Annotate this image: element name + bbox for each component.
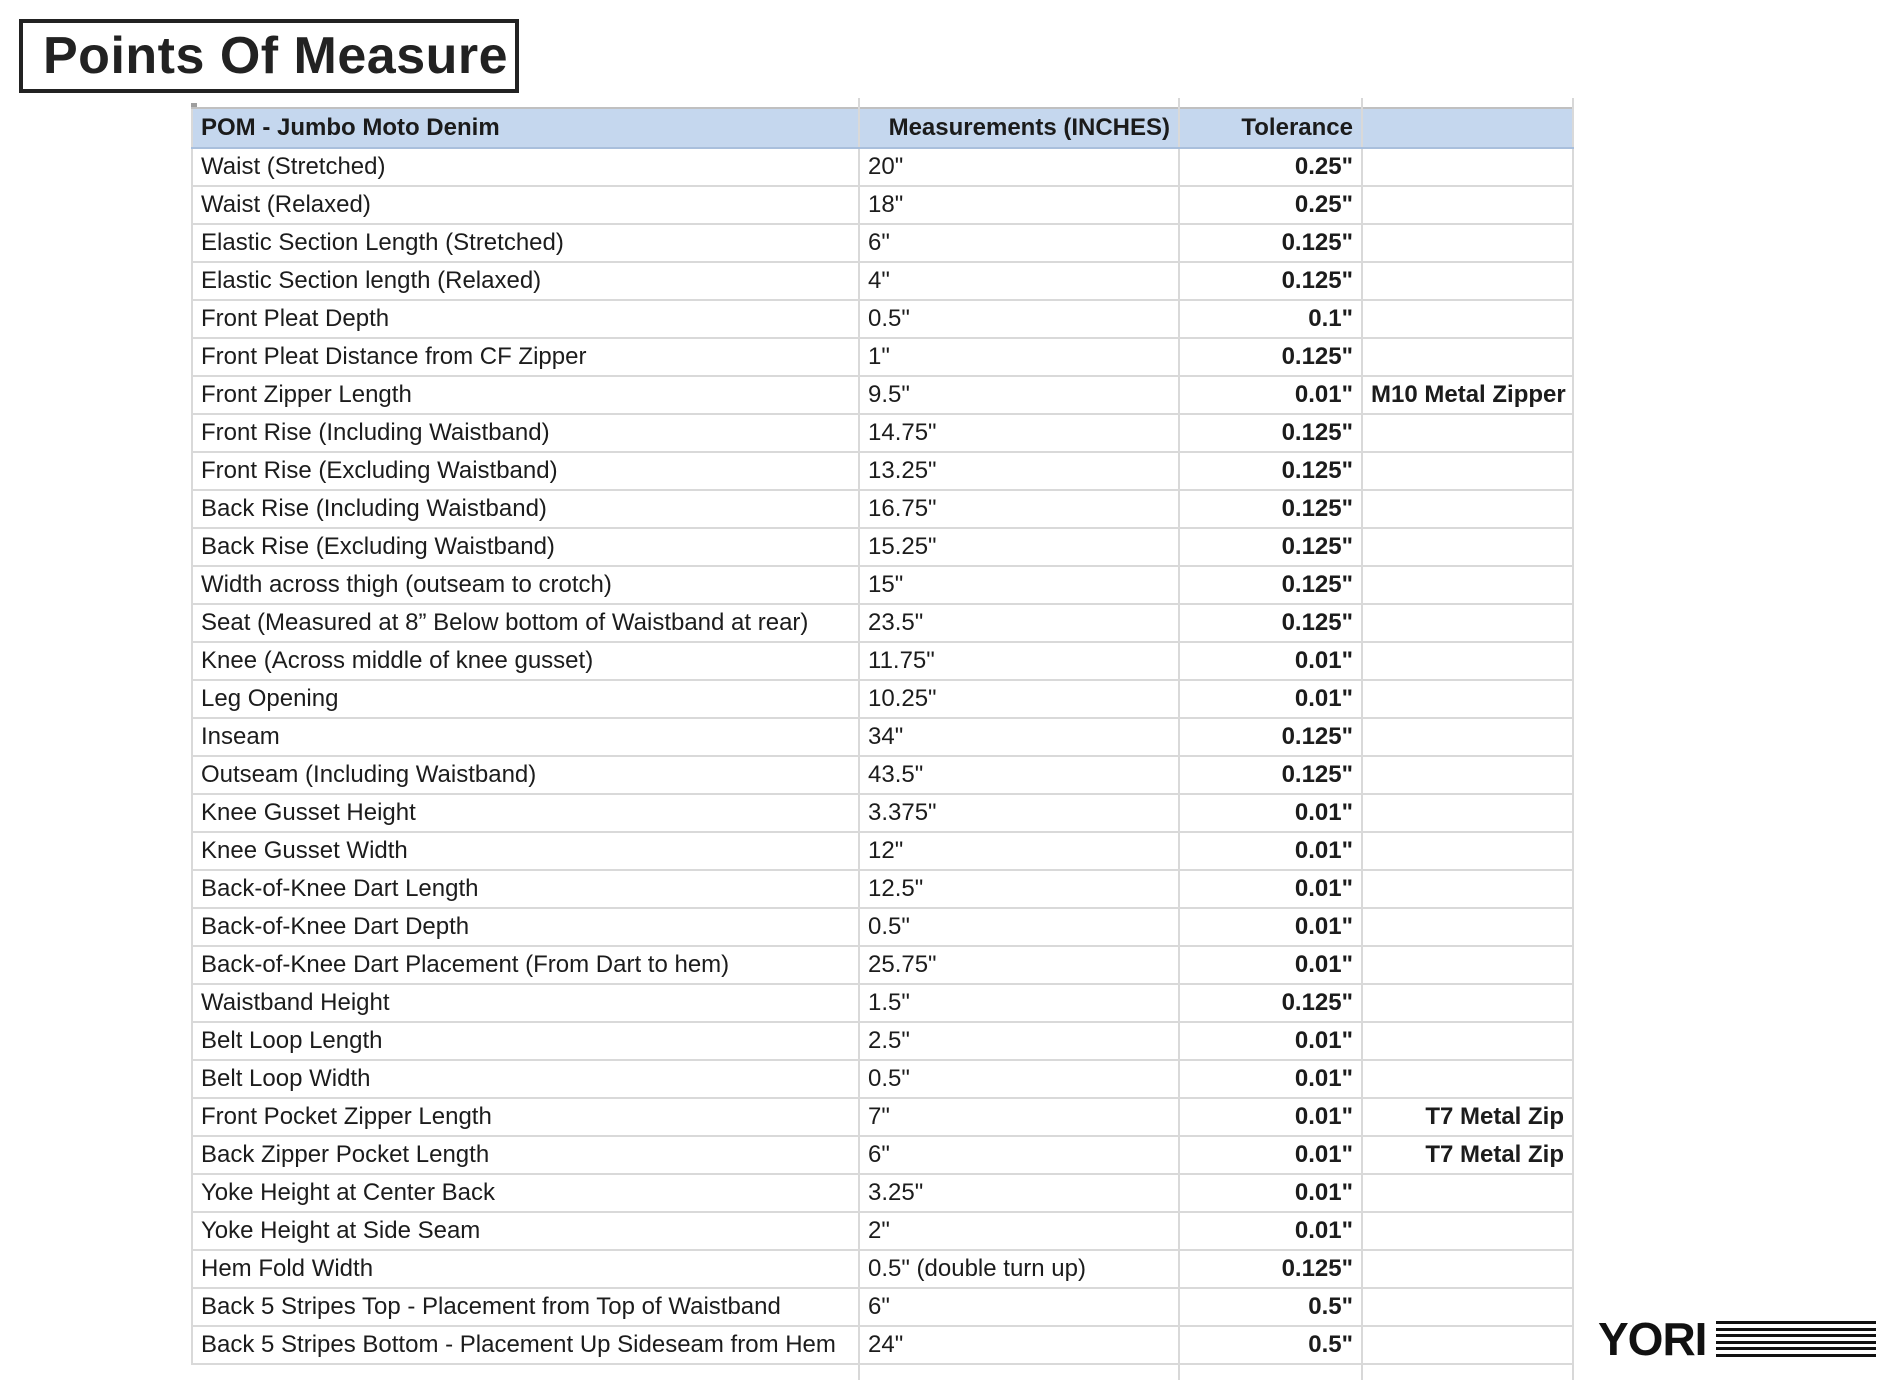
cell-tolerance[interactable]: 0.125" [1179, 984, 1362, 1022]
header-measurements[interactable]: Measurements (INCHES) [859, 108, 1179, 148]
cell-tolerance[interactable]: 0.125" [1179, 718, 1362, 756]
cell-tolerance[interactable]: 0.125" [1179, 756, 1362, 794]
cell-note[interactable] [1362, 566, 1573, 604]
cell-pom[interactable]: Elastic Section length (Relaxed) [192, 262, 859, 300]
cell-tolerance[interactable]: 0.1" [1179, 300, 1362, 338]
table-row [192, 338, 1573, 376]
cell-note[interactable] [1362, 642, 1573, 680]
cell-measurement[interactable]: 12" [859, 832, 1179, 870]
cell-note[interactable]: M10 Metal Zipper [1362, 376, 1573, 414]
cell-pom[interactable]: Back 5 Stripes Bottom - Placement Up Sideseam from Hem [192, 1326, 859, 1364]
cell-tolerance[interactable]: 0.125" [1179, 566, 1362, 604]
cell-note[interactable] [1362, 680, 1573, 718]
cell-tolerance[interactable]: 0.01" [1179, 832, 1362, 870]
cell-note[interactable]: T7 Metal Zip [1362, 1098, 1573, 1136]
cell-measurement[interactable]: 14.75" [859, 414, 1179, 452]
cell-tolerance[interactable]: 0.125" [1179, 604, 1362, 642]
cell-note[interactable] [1362, 338, 1573, 376]
cell-note[interactable] [1362, 300, 1573, 338]
cell-note[interactable] [1362, 528, 1573, 566]
cell-measurement[interactable]: 34" [859, 718, 1179, 756]
cell-tolerance[interactable]: 0.01" [1179, 1098, 1362, 1136]
cell-measurement[interactable]: 25.75" [859, 946, 1179, 984]
table-row [192, 604, 1573, 642]
table-row [192, 148, 1573, 186]
cell-note[interactable] [1362, 984, 1573, 1022]
cell-note[interactable] [1362, 870, 1573, 908]
cell-measurement[interactable]: 13.25" [859, 452, 1179, 490]
cell-tolerance[interactable]: 0.01" [1179, 794, 1362, 832]
cell-tolerance[interactable]: 0.01" [1179, 1174, 1362, 1212]
cell-measurement[interactable]: 1" [859, 338, 1179, 376]
table-row [192, 984, 1573, 1022]
cell-pom[interactable]: Back-of-Knee Dart Depth [192, 908, 859, 946]
cell-note[interactable] [1362, 1250, 1573, 1288]
cell-measurement[interactable]: 24" [859, 1326, 1179, 1364]
cell-note[interactable] [1362, 1326, 1573, 1364]
cell-measurement[interactable]: 3.375" [859, 794, 1179, 832]
table-row [192, 756, 1573, 794]
cell-pom[interactable]: Front Pocket Zipper Length [192, 1098, 859, 1136]
table-row [192, 376, 1573, 414]
cell-pom[interactable]: Width across thigh (outseam to crotch) [192, 566, 859, 604]
cell-note[interactable] [1362, 604, 1573, 642]
cell-tolerance[interactable]: 0.5" [1179, 1326, 1362, 1364]
cell-note[interactable] [1362, 1212, 1573, 1250]
spreadsheet [191, 98, 1575, 1380]
cell-measurement[interactable]: 43.5" [859, 756, 1179, 794]
cell-note[interactable] [1362, 414, 1573, 452]
cell-measurement[interactable]: 2" [859, 1212, 1179, 1250]
cell-tolerance[interactable]: 0.01" [1179, 1022, 1362, 1060]
table-row [192, 490, 1573, 528]
table-row [192, 1022, 1573, 1060]
cell-tolerance[interactable]: 0.01" [1179, 1136, 1362, 1174]
cell-tolerance[interactable]: 0.5" [1179, 1288, 1362, 1326]
cell-tolerance[interactable]: 0.25" [1179, 148, 1362, 186]
table-row [192, 794, 1573, 832]
cell-note[interactable] [1362, 186, 1573, 224]
cell-measurement[interactable]: 11.75" [859, 642, 1179, 680]
cell-measurement[interactable]: 16.75" [859, 490, 1179, 528]
cell-pom[interactable]: Waistband Height [192, 984, 859, 1022]
table-row [192, 1174, 1573, 1212]
table-row [192, 300, 1573, 338]
cell-note[interactable] [1362, 262, 1573, 300]
cell-tolerance[interactable]: 0.01" [1179, 1060, 1362, 1098]
cell-note[interactable] [1362, 1060, 1573, 1098]
cell-measurement[interactable]: 0.5" [859, 908, 1179, 946]
table-row [192, 832, 1573, 870]
cell-pom[interactable]: Leg Opening [192, 680, 859, 718]
table-row [192, 1098, 1573, 1136]
cell-measurement[interactable]: 18" [859, 186, 1179, 224]
cell-note[interactable] [1362, 946, 1573, 984]
cell-pom[interactable]: Front Rise (Excluding Waistband) [192, 452, 859, 490]
cell-measurement[interactable]: 7" [859, 1098, 1179, 1136]
table-row [192, 224, 1573, 262]
cell-tolerance[interactable]: 0.125" [1179, 224, 1362, 262]
cell-note[interactable] [1362, 1174, 1573, 1212]
cell-measurement[interactable]: 1.5" [859, 984, 1179, 1022]
cell-note[interactable] [1362, 490, 1573, 528]
table-row [192, 1250, 1573, 1288]
cell-tolerance[interactable]: 0.125" [1179, 338, 1362, 376]
cell-measurement[interactable]: 4" [859, 262, 1179, 300]
table-row [192, 1326, 1573, 1364]
cell-tolerance[interactable]: 0.01" [1179, 680, 1362, 718]
cell-tolerance[interactable]: 0.01" [1179, 908, 1362, 946]
cell-note[interactable] [1362, 148, 1573, 186]
table-row [192, 528, 1573, 566]
table-row [192, 1060, 1573, 1098]
cell-pom[interactable]: Knee Gusset Height [192, 794, 859, 832]
cell-note[interactable] [1362, 1288, 1573, 1326]
table-row [192, 566, 1573, 604]
cell-pom[interactable]: Knee (Across middle of knee gusset) [192, 642, 859, 680]
brand-logo [1598, 1312, 1876, 1366]
cell-pom[interactable]: Waist (Stretched) [192, 148, 859, 186]
table-row [192, 642, 1573, 680]
cell-pom[interactable]: Front Zipper Length [192, 376, 859, 414]
cell-pom[interactable]: Back-of-Knee Dart Length [192, 870, 859, 908]
cell-pom[interactable]: Waist (Relaxed) [192, 186, 859, 224]
cell-note[interactable] [1362, 718, 1573, 756]
cell-measurement[interactable]: 6" [859, 224, 1179, 262]
table-row [192, 1288, 1573, 1326]
cell-tolerance[interactable]: 0.125" [1179, 1250, 1362, 1288]
pom-table [191, 107, 1574, 1365]
cell-tolerance[interactable]: 0.01" [1179, 946, 1362, 984]
cell-tolerance[interactable]: 0.125" [1179, 490, 1362, 528]
table-row [192, 452, 1573, 490]
table-row [192, 186, 1573, 224]
header-pom[interactable]: POM - Jumbo Moto Denim [192, 108, 859, 148]
cell-note[interactable] [1362, 756, 1573, 794]
cell-measurement[interactable]: 10.25" [859, 680, 1179, 718]
cell-measurement[interactable]: 15" [859, 566, 1179, 604]
cell-pom[interactable]: Hem Fold Width [192, 1250, 859, 1288]
cell-tolerance[interactable]: 0.25" [1179, 186, 1362, 224]
cell-note[interactable] [1362, 832, 1573, 870]
cell-tolerance[interactable]: 0.01" [1179, 870, 1362, 908]
cell-tolerance[interactable]: 0.125" [1179, 414, 1362, 452]
cell-note[interactable] [1362, 224, 1573, 262]
logo-text: YORI [1598, 1313, 1707, 1365]
cell-measurement[interactable]: 15.25" [859, 528, 1179, 566]
cell-note[interactable] [1362, 794, 1573, 832]
cell-pom[interactable]: Front Rise (Including Waistband) [192, 414, 859, 452]
cell-measurement[interactable]: 0.5" [859, 300, 1179, 338]
cell-measurement[interactable]: 0.5" [859, 1060, 1179, 1098]
header-notes[interactable] [1362, 108, 1573, 148]
cell-measurement[interactable]: 9.5" [859, 376, 1179, 414]
cell-tolerance[interactable]: 0.125" [1179, 452, 1362, 490]
cell-pom[interactable]: Yoke Height at Side Seam [192, 1212, 859, 1250]
cell-pom[interactable]: Inseam [192, 718, 859, 756]
cell-tolerance[interactable]: 0.01" [1179, 376, 1362, 414]
table-row [192, 718, 1573, 756]
cell-tolerance[interactable]: 0.01" [1179, 642, 1362, 680]
cell-tolerance[interactable]: 0.01" [1179, 1212, 1362, 1250]
cell-pom[interactable]: Back Zipper Pocket Length [192, 1136, 859, 1174]
stripes-icon [1716, 1321, 1876, 1357]
cell-pom[interactable]: Belt Loop Length [192, 1022, 859, 1060]
table-row [192, 908, 1573, 946]
cell-pom[interactable]: Outseam (Including Waistband) [192, 756, 859, 794]
cell-pom[interactable]: Back 5 Stripes Top - Placement from Top of Waistband [192, 1288, 859, 1326]
cell-measurement[interactable]: 12.5" [859, 870, 1179, 908]
table-row [192, 414, 1573, 452]
cell-pom[interactable]: Elastic Section Length (Stretched) [192, 224, 859, 262]
cell-pom[interactable]: Back Rise (Excluding Waistband) [192, 528, 859, 566]
cell-tolerance[interactable]: 0.125" [1179, 528, 1362, 566]
cell-pom[interactable]: Back Rise (Including Waistband) [192, 490, 859, 528]
cell-note[interactable] [1362, 1022, 1573, 1060]
cell-note[interactable] [1362, 908, 1573, 946]
cell-note[interactable]: T7 Metal Zip [1362, 1136, 1573, 1174]
table-row [192, 262, 1573, 300]
cell-measurement[interactable]: 20" [859, 148, 1179, 186]
cell-pom[interactable]: Front Pleat Depth [192, 300, 859, 338]
cell-measurement[interactable]: 3.25" [859, 1174, 1179, 1212]
header-row [192, 108, 1573, 148]
cell-pom[interactable]: Front Pleat Distance from CF Zipper [192, 338, 859, 376]
page-title-box [19, 19, 519, 93]
cell-pom[interactable]: Seat (Measured at 8” Below bottom of Waistband at rear) [192, 604, 859, 642]
table-row [192, 946, 1573, 984]
cell-measurement[interactable]: 23.5" [859, 604, 1179, 642]
table-row [192, 1136, 1573, 1174]
cell-pom[interactable]: Back-of-Knee Dart Placement (From Dart to hem) [192, 946, 859, 984]
cell-note[interactable] [1362, 452, 1573, 490]
table-row [192, 680, 1573, 718]
cell-measurement[interactable]: 0.5" (double turn up) [859, 1250, 1179, 1288]
cell-measurement[interactable]: 2.5" [859, 1022, 1179, 1060]
header-tolerance[interactable]: Tolerance [1179, 108, 1362, 148]
table-body [192, 148, 1573, 1364]
table-row [192, 870, 1573, 908]
table-row [192, 1212, 1573, 1250]
cell-pom[interactable]: Yoke Height at Center Back [192, 1174, 859, 1212]
cell-tolerance[interactable]: 0.125" [1179, 262, 1362, 300]
page-title: Points Of Measure [43, 27, 509, 85]
cell-pom[interactable]: Knee Gusset Width [192, 832, 859, 870]
cell-measurement[interactable]: 6" [859, 1136, 1179, 1174]
cell-measurement[interactable]: 6" [859, 1288, 1179, 1326]
cell-pom[interactable]: Belt Loop Width [192, 1060, 859, 1098]
